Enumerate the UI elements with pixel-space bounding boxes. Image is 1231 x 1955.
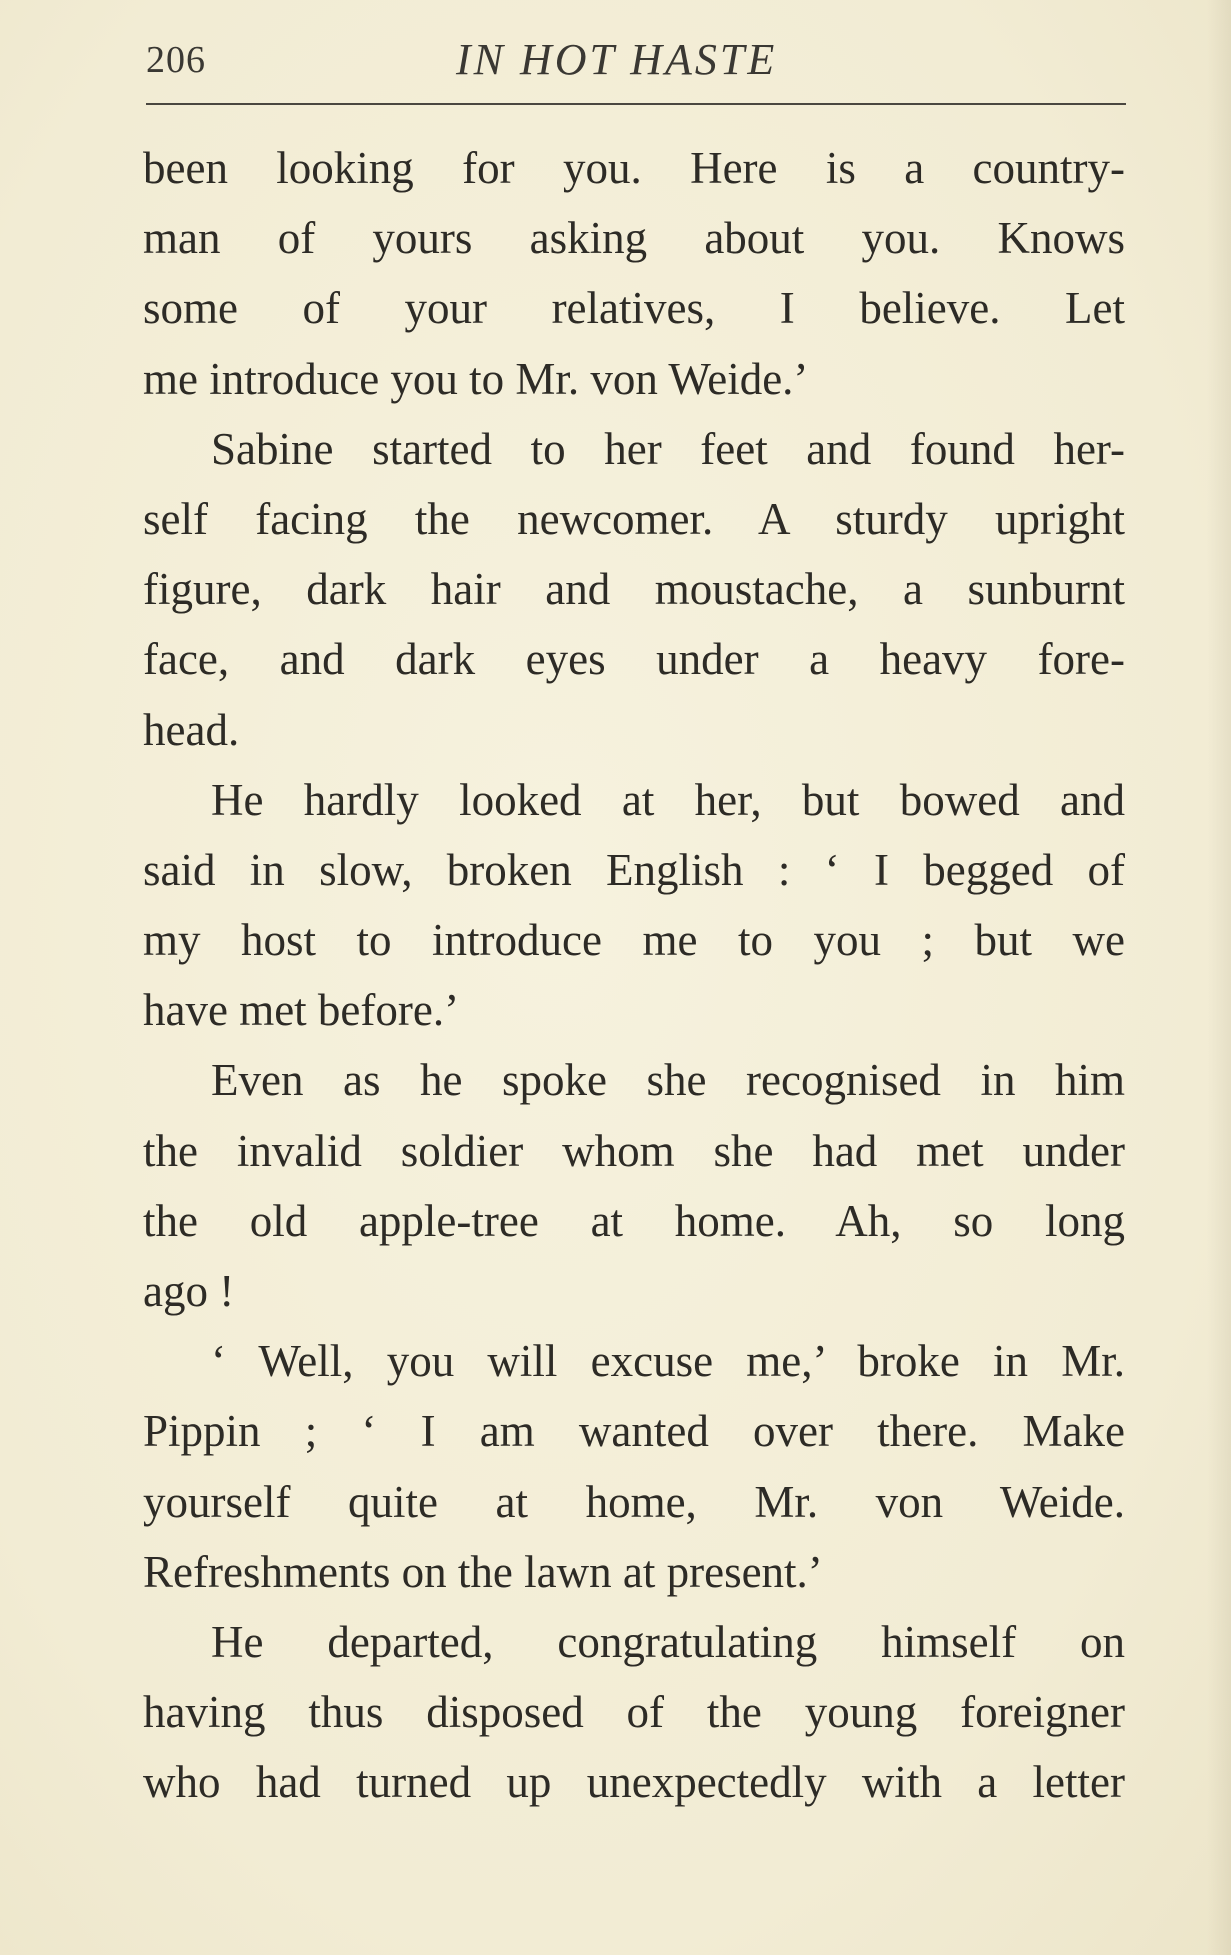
text-line: Refreshments on the lawn at present.’ [143,1546,823,1597]
paragraph-start-line: Even as he spoke she recognised in him [211,1055,1125,1106]
text-line: have met before.’ [143,985,460,1036]
text-line: man of yours asking about you. Knows [143,213,1125,264]
text-line: Pippin ; ‘ I am wanted over there. Make [143,1406,1125,1457]
text-line: self facing the newcomer. A sturdy upright [143,493,1125,544]
text-line: the invalid soldier whom she had met under [143,1125,1125,1176]
text-line: me introduce you to Mr. von Weide.’ [143,353,809,404]
paragraph-start-line: Sabine started to her feet and found her- [211,423,1125,474]
text-line: the old apple-tree at home. Ah, so long [143,1195,1125,1246]
text-line: ago ! [143,1266,235,1316]
page-header [146,30,1126,100]
body-text [143,133,1125,1818]
page-number: 206 [146,39,206,81]
header-rule [146,103,1126,105]
text-line: who had turned up unexpectedly with a letter [143,1757,1125,1808]
text-line: having thus disposed of the young foreigner [143,1687,1125,1738]
paragraph-start-line: He departed, congratulating himself on [211,1616,1125,1667]
paragraph-start-line: ‘ Well, you will excuse me,’ broke in Mr. [211,1336,1125,1387]
page-edge-shadow [1207,0,1231,1955]
running-head: IN HOT HASTE [456,35,778,84]
text-line: said in slow, broken English : ‘ I begged of [143,844,1125,895]
paragraph-start-line: He hardly looked at her, but bowed and [211,774,1125,825]
text-line: yourself quite at home, Mr. von Weide. [143,1476,1125,1527]
text-line: been looking for you. Here is a country- [143,143,1125,193]
text-line: some of your relatives, I believe. Let [143,283,1125,334]
text-line: my host to introduce me to you ; but we [143,915,1125,966]
text-line: head. [143,704,240,755]
text-line: figure, dark hair and moustache, a sunburnt [143,564,1125,615]
text-line: face, and dark eyes under a heavy fore- [143,634,1125,685]
